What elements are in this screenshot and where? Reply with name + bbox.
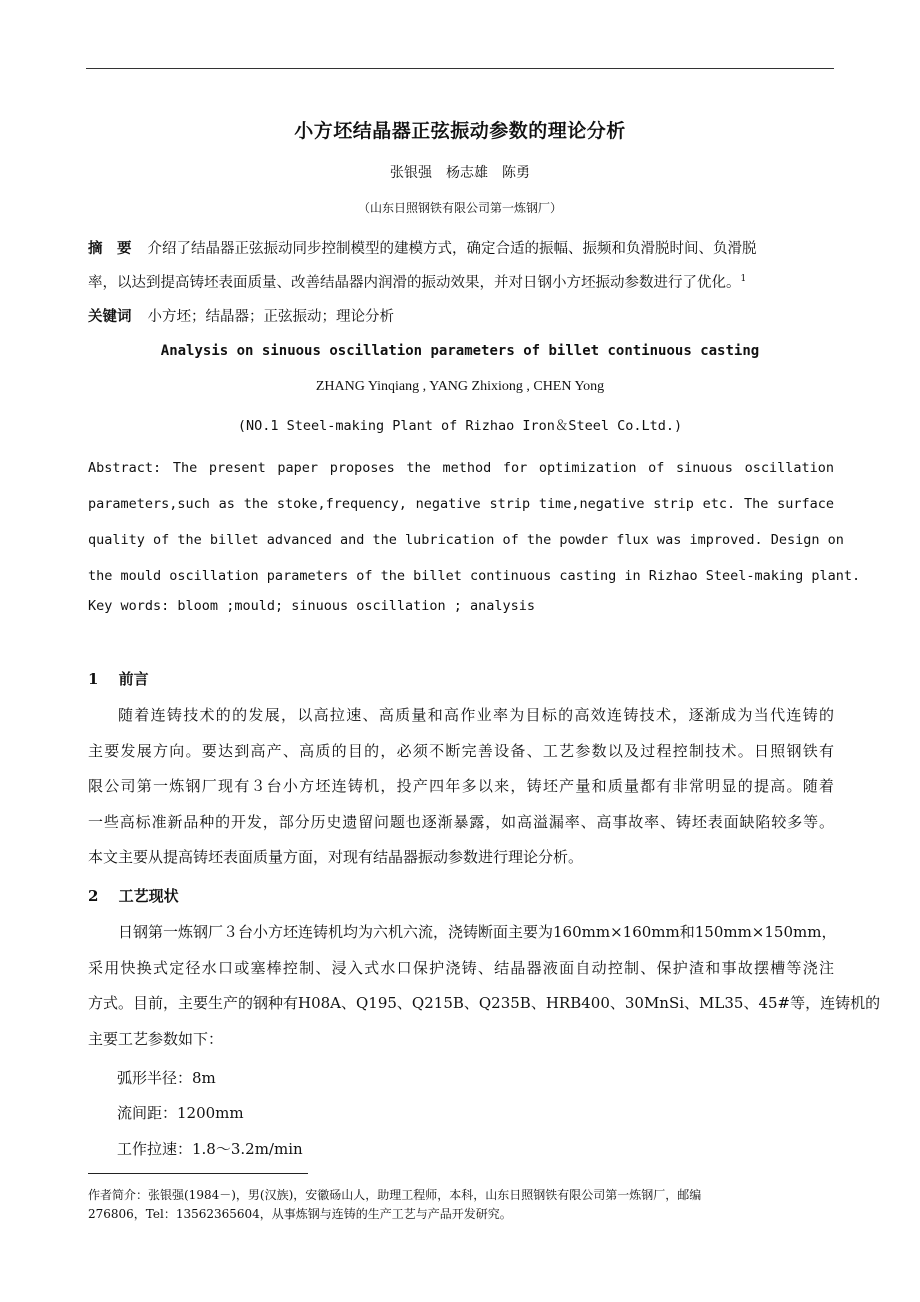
keywords-en: [88, 594, 834, 618]
keywords-en-text: bloom ;mould; sinuous oscillation ; analysis: [177, 598, 536, 614]
author-footnote: [88, 1186, 834, 1224]
header-rule: [86, 68, 834, 69]
paragraph-line: 限公司第一炼钢厂现有３台小方坯连铸机，投产四年多以来，铸坯产量和质量都有非常明显的提高。随着: [88, 777, 834, 795]
abstract-en-line: [88, 450, 834, 486]
abstract-en-line: parameters,such as the stoke,frequency, negative strip time,negative strip etc. The surface: [88, 496, 834, 512]
abstract-cn-text-2: 率，以达到提高铸坯表面质量、改善结晶器内润滑的振动效果，并对日钢小方坯振动参数进行了优化。: [88, 274, 741, 291]
footnote-line: 276806，Tel：13562365604，从事炼钢与连铸的生产工艺与产品开发研究。: [88, 1207, 512, 1221]
section-heading-process: 2 工艺现状: [88, 887, 179, 905]
footnote-line: 作者简介：张银强(1984－)，男(汉族)，安徽砀山人，助理工程师，本科，山东日照钢铁有限公司第一炼钢厂，邮编: [88, 1188, 702, 1202]
keywords-en-label: Key words:: [88, 598, 170, 614]
paragraph-line: 随着连铸技术的的发展，以高拉速、高质量和高作业率为目标的高效连铸技术，逐渐成为当代连铸的: [118, 706, 834, 724]
abstract-cn-text-1: 介绍了结晶器正弦振动同步控制模型的建模方式，确定合适的振幅、振频和负滑脱时间、负滑脱: [147, 241, 757, 257]
abstract-cn-line-2: [88, 264, 834, 298]
paragraph-line: 本文主要从提高铸坯表面质量方面，对现有结晶器振动参数进行理论分析。: [88, 848, 584, 866]
paragraph-line: 采用快换式定径水口或塞棒控制、浸入式水口保护浇铸、结晶器液面自动控制、保护渣和事故摆槽等浇注: [88, 958, 834, 977]
abstract-en-line: the mould oscillation parameters of the billet continuous casting in Rizhao Steel-making plant.: [88, 568, 861, 584]
spec-casting-speed: 工作拉速：1.8～3.2m/min: [117, 1140, 303, 1158]
section-intro-paragraph: [88, 698, 834, 876]
affiliation-en: (NO.1 Steel-making Plant of Rizhao Iron＆Steel Co.Ltd.): [237, 418, 683, 434]
paper-title-cn: 小方坯结晶器正弦振动参数的理论分析: [294, 120, 626, 142]
abstract-cn-line-1: [88, 234, 834, 264]
paper-title-en: Analysis on sinuous oscillation parameters of billet continuous casting: [160, 343, 760, 359]
keywords-cn: [88, 305, 834, 329]
abstract-en-label: Abstract:: [88, 460, 162, 476]
paragraph-line: 日钢第一炼钢厂３台小方坯连铸机均为六机六流，浇铸断面主要为160mm×160mm和150mm×150mm，: [118, 923, 837, 941]
footnote-rule: [88, 1173, 308, 1174]
abstract-en: [88, 450, 861, 594]
section-heading-intro: 1 前言: [88, 670, 149, 688]
spec-strand-spacing: 流间距：1200mm: [117, 1104, 244, 1122]
section-process-paragraph: [88, 915, 881, 1057]
abstract-cn: [88, 234, 834, 298]
authors-cn: 张银强 杨志雄 陈勇: [390, 165, 530, 181]
abstract-cn-label: 摘 要: [88, 240, 132, 257]
abstract-en-line: quality of the billet advanced and the lubrication of the powder flux was improved. Design on: [88, 532, 844, 548]
keywords-cn-text: 小方坯；结晶器；正弦振动；理论分析: [147, 309, 394, 325]
paragraph-line: 主要发展方向。要达到高产、高质的目的，必须不断完善设备、工艺参数以及过程控制技术。日照钢铁有: [88, 741, 834, 760]
abstract-en-text: The present paper proposes the method for optimization of sinuous oscillation: [172, 460, 834, 476]
authors-en: ZHANG Yinqiang , YANG Zhixiong , CHEN Yong: [315, 379, 605, 394]
paragraph-line: 一些高标准新品种的开发，部分历史遗留问题也逐渐暴露，如高溢漏率、高事故率、铸坯表面缺陷较多等。: [88, 812, 834, 831]
footnote-mark: 1: [740, 274, 747, 284]
affiliation-cn: （山东日照钢铁有限公司第一炼钢厂）: [357, 201, 562, 215]
paragraph-line: 主要工艺参数如下：: [88, 1029, 224, 1048]
keywords-cn-label: 关键词: [88, 308, 132, 325]
paragraph-line: 方式。目前，主要生产的钢种有H08A、Q195、Q215B、Q235B、HRB400、30MnSi、ML35、45#等，连铸机的: [88, 994, 881, 1012]
spec-arc-radius: 弧形半径：8m: [117, 1069, 216, 1087]
